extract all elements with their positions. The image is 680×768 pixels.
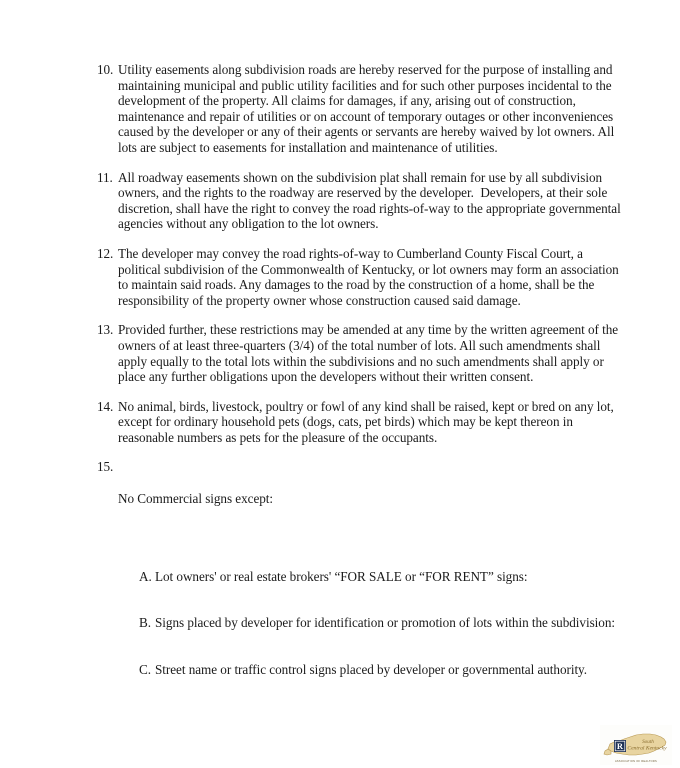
logo-script-line2: Central Kentucky: [627, 745, 667, 752]
restrictions-list: [97, 62, 625, 754]
clause-number: 10.: [97, 62, 114, 77]
kentucky-realtors-logo: [600, 725, 672, 765]
clause-15: [97, 459, 625, 740]
clause-number: 15.: [97, 459, 114, 475]
subitem-letter: A.: [139, 568, 152, 584]
subitem-c: [139, 662, 625, 678]
clause-number: 12.: [97, 245, 114, 261]
subitem-text: Signs placed by developer for identification or promotion of lots within the subdivision:: [155, 615, 615, 631]
subitem-text: Lot owners' or real estate brokers' “FOR SALE or “FOR RENT” signs:: [155, 568, 528, 584]
clause-text-wrapper: [118, 459, 625, 740]
clause-14: [97, 399, 625, 446]
subitem-text: Street name or traffic control signs placed by developer or governmental authority.: [155, 662, 587, 678]
subitem-a: [139, 569, 625, 585]
clause-text: Utility easements along subdivision roads are hereby reserved for the purpose of installing and maintaining municipal and public utility facilities and for such other purposes incidental to the development of the property. All claims for damages, if any, arising out of construction, maintenance and repair of utilities or on account of temporary outages or other inconveniences caused by the developer or any of their agents or servants are hereby waived by lot owners. All lots are subject to easements for installation and maintenance of utilities.: [118, 62, 618, 155]
clause-text: No animal, birds, livestock, poultry or fowl of any kind shall be raised, kept or bred on any lot, except for ordinary household pets (dogs, cats, pet birds) which may be kept thereon in reasonable numbers as pets for the pleasure of the occupants.: [118, 398, 618, 445]
clause-text: No Commercial signs except:: [118, 490, 274, 506]
clause-number: 13.: [97, 322, 114, 338]
subitem-letter: B.: [139, 615, 151, 631]
logo-caption: ASSOCIATION OF REALTORS: [614, 760, 658, 763]
clause-text: Provided further, these restrictions may be amended at any time by the written agreement of the owners of at least three-quarters (3/4) of the total number of lots. All such amendments shall apply equally to the total lots within the subdivisions and no such amendments shall apply or place any further obligations upon the developers without their written consent.: [118, 322, 622, 385]
clause-11: [97, 170, 625, 232]
realtors-logo-icon: [600, 725, 672, 765]
clause-15-sublist: [118, 537, 625, 709]
clause-number: 11.: [97, 169, 113, 185]
svg-text:R: R: [616, 741, 624, 752]
clause-13: [97, 322, 625, 384]
clause-number: 14.: [97, 398, 114, 414]
subitem-b: [139, 615, 625, 631]
logo-script-line1: South: [642, 739, 654, 745]
clause-text: The developer may convey the road rights-of-way to Cumberland County Fiscal Court, a political subdivision of the Commonwealth of Kentucky, or lot owners may form an association to maintain said roads. Any damages to the road by the construction of a home, shall be the responsibility of the property owner whose construction caused said damage.: [118, 245, 622, 308]
clause-10: [97, 62, 625, 156]
subitem-letter: C.: [139, 662, 151, 678]
clause-12: [97, 246, 625, 308]
clause-text: All roadway easements shown on the subdivision plat shall remain for use by all subdivision owners, and the rights to the roadway are reserved by the developer. Developers, at their sole discretion, shall have the right to convey the road rights-of-way to the appropriate governmental agencies without any obligation to the lot owners.: [118, 169, 624, 232]
